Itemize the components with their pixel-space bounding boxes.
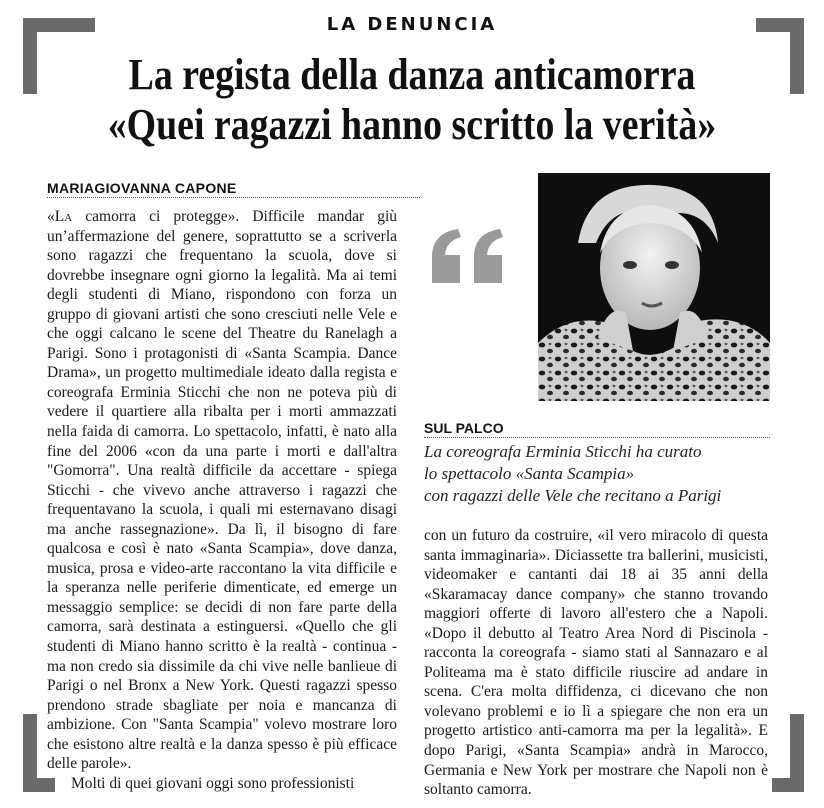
portrait-image xyxy=(538,173,770,401)
caption-label: SUL PALCO xyxy=(424,420,504,436)
article-column-right xyxy=(424,526,768,800)
drop-word: La xyxy=(54,208,73,225)
headline xyxy=(58,50,767,150)
byline: MARIAGIOVANNA CAPONE xyxy=(47,180,237,196)
paragraph-1-text: camorra ci protegge». Difficile mandar giù un’affermazione del genere, soprattutto se a scriverla sono ragazzi che frequentano la scuola, dove si dovrebbe insegnare ogni giorno la legalità. Ma ai temi degli studenti di Miano, rispondono con forza un gruppo di giovani artisti che sono cresciuti nelle Vele e che oggi calcano le scene del Theatre du Ranelagh a Parigi. Sono i protagonisti di «Santa Scampia. Dance Drama», un progetto multimediale ideato dalla regista e coreografa Erminia Sticchi che non ne poteva più di vedere il quartiere alla ribalta per i morti ammazzati nella faida di camorra. Lo spettacolo, infatti, è nato alla fine del 2006 «con da una parte i morti e dall'altra "Gomorra". Una realtà difficile da accettare - spiega Sticchi - che vivevo anche attraverso i ragazzi che frequentavano la scuola, i quali mi esternavano disagi ma anche rassegnazione». Da lì, il bisogno di fare qualcosa e così è nato «Santa Scampia», dove danza, musica, prosa e video-arte raccontano la vita difficile e la speranza nelle periferie dimenticate, ed emerge un messaggio semplice: se decidi di non fare parte della camorra, sarà destinata a estinguersi. «Quello che gli studenti di Miano hanno scritto è la realtà - continua - ma non credo sia dissimile da chi vive nelle banlieue di Parigi o nel Bronx a New York. Questi ragazzi spesso prendono strade sbagliate per noia e mancanza di ambizione. Con "Santa Scampia" volevo mostrare loro che esistono altre realtà e la danza spesso è più efficace delle parole». xyxy=(47,208,397,773)
quote-glyph-icon xyxy=(428,227,510,287)
section-kicker: LA DENUNCIA xyxy=(326,14,498,35)
portrait-photo xyxy=(538,173,770,401)
article-column-left xyxy=(47,207,397,793)
photo-caption xyxy=(424,441,774,507)
caption-line-1: La coreografa Erminia Sticchi ha curato xyxy=(424,442,702,461)
caption-divider xyxy=(424,437,770,438)
caption-line-3: con ragazzi delle Vele che recitano a Parigi xyxy=(424,486,722,505)
headline-line-1: La regista della danza anticamorra xyxy=(128,50,696,99)
corner-bracket-bottom-right xyxy=(772,714,804,792)
open-quote-glyph-icon xyxy=(428,160,510,260)
article-paragraph-2-continued: con un futuro da costruire, «il vero miracolo di questa santa immaginaria». Diciassette tra ballerini, musicisti, videomaker e cantanti dai 18 ai 35 anni della «Skaramacay dance company» che stanno trovando maggiori offerte di lavoro all'estero che a Napoli. «Dopo il debutto al Teatro Area Nord di Piscinola - racconta la coreografa - siamo stati al Sannazaro e al Politeama ma è stato difficile riuscire ad andare in scena. C'era molta diffidenza, ci dicevano che non volevano problemi e io lì a spiegare che non era un progetto artistico anti-camorra ma per la legalità». E dopo Parigi, «Santa Scampia» andrà in Marocco, Germania e New York per mostrare che Napoli non è soltanto camorra. xyxy=(424,527,768,799)
opening-quote: « xyxy=(47,208,55,225)
caption-line-2: lo spettacolo «Santa Scampia» xyxy=(424,464,635,483)
headline-line-2: «Quei ragazzi hanno scritto la verità» xyxy=(107,100,717,149)
article-paragraph-2-start: Molti di quei giovani oggi sono professionisti xyxy=(71,774,355,792)
article-paragraph-1 xyxy=(47,207,397,774)
byline-divider xyxy=(47,197,420,198)
